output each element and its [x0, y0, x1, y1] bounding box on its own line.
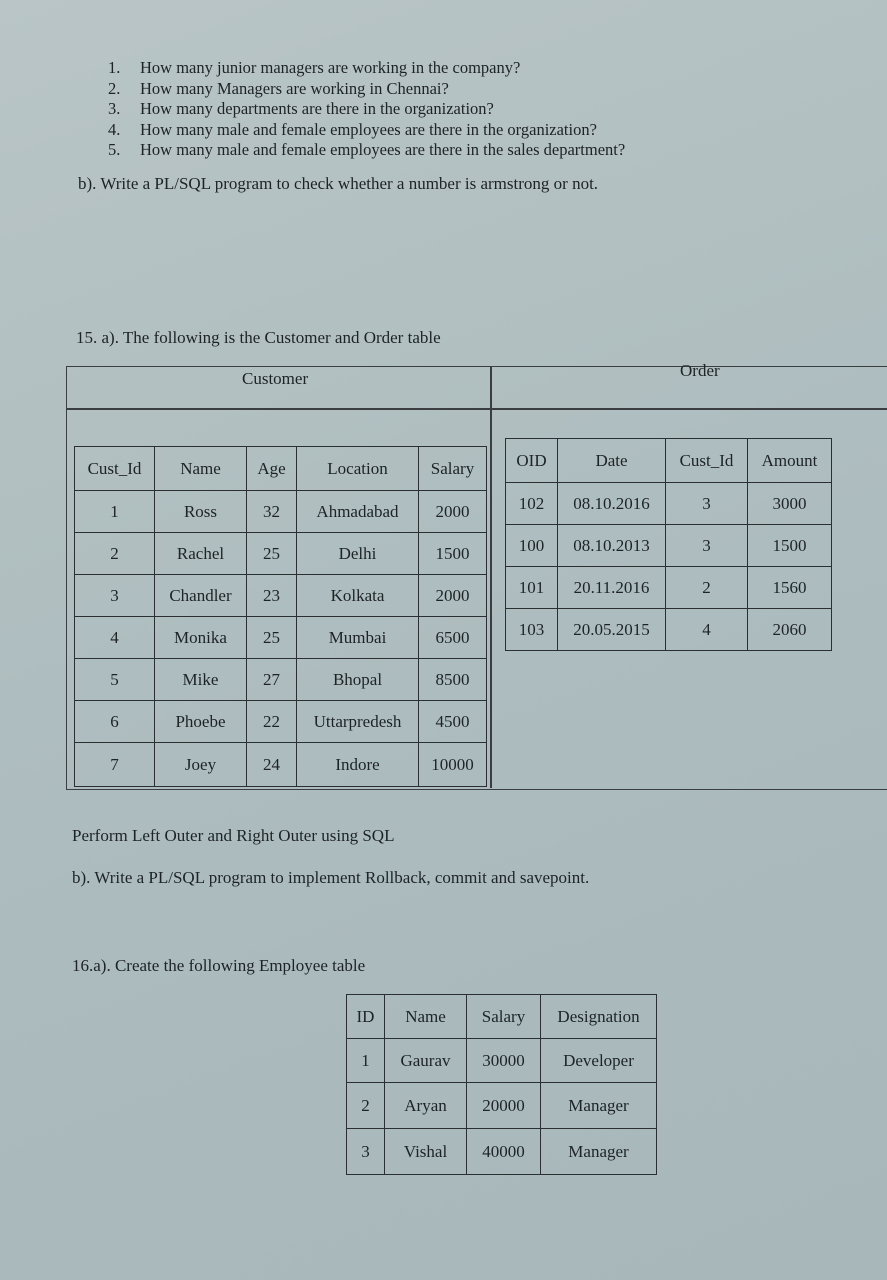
table-row — [75, 743, 487, 787]
table-cell: 6 — [75, 701, 155, 743]
table-cell: 1500 — [419, 533, 487, 575]
table-cell: 20000 — [467, 1083, 541, 1129]
table-cell: Manager — [541, 1129, 657, 1175]
question-16a: 16.a). Create the following Employee table — [72, 956, 366, 975]
column-header: Date — [558, 439, 666, 483]
table-cell: Monika — [155, 617, 247, 659]
table-cell: 22 — [247, 701, 297, 743]
table-cell: Indore — [297, 743, 419, 787]
column-header: Age — [247, 447, 297, 491]
table-cell: 23 — [247, 575, 297, 617]
question-15-instruction: Perform Left Outer and Right Outer using SQL — [72, 826, 395, 845]
table-cell: 25 — [247, 533, 297, 575]
question-14b: b). Write a PL/SQL program to check whether a number is armstrong or not. — [78, 174, 599, 193]
column-header: Name — [155, 447, 247, 491]
table-cell: Uttarpredesh — [297, 701, 419, 743]
table-cell: 8500 — [419, 659, 487, 701]
table-cell: 32 — [247, 491, 297, 533]
employee-table — [346, 994, 657, 1175]
table-row — [75, 659, 487, 701]
table-row — [506, 483, 832, 525]
question-15b: b). Write a PL/SQL program to implement Rollback, commit and savepoint. — [72, 868, 590, 887]
table-cell: 2 — [75, 533, 155, 575]
table-cell: 7 — [75, 743, 155, 787]
table-cell: 101 — [506, 567, 558, 609]
order-table — [505, 438, 832, 651]
column-header: Name — [385, 995, 467, 1039]
question-item: 4. How many male and female employees are there in the organization? — [108, 119, 597, 139]
customer-table-title: Customer — [242, 369, 309, 388]
frame-header-divider — [66, 408, 887, 410]
table-cell: Rachel — [155, 533, 247, 575]
table-row — [75, 491, 487, 533]
table-cell: 103 — [506, 609, 558, 651]
table-row — [75, 701, 487, 743]
table-cell: Joey — [155, 743, 247, 787]
table-cell: Gaurav — [385, 1039, 467, 1083]
table-row — [506, 609, 832, 651]
table-cell: 3 — [666, 525, 748, 567]
column-header: OID — [506, 439, 558, 483]
question-list — [108, 58, 625, 161]
column-header: Cust_Id — [75, 447, 155, 491]
table-cell: 08.10.2016 — [558, 483, 666, 525]
table-cell: 1 — [347, 1039, 385, 1083]
table-cell: 3 — [75, 575, 155, 617]
table-row — [506, 567, 832, 609]
question-item: 5. How many male and female employees are there in the sales department? — [108, 140, 626, 159]
table-cell: Developer — [541, 1039, 657, 1083]
table-row — [75, 575, 487, 617]
table-row — [506, 525, 832, 567]
table-header-row — [347, 995, 657, 1039]
column-header: ID — [347, 995, 385, 1039]
table-row — [75, 533, 487, 575]
table-cell: Aryan — [385, 1083, 467, 1129]
table-cell: 1560 — [748, 567, 832, 609]
table-header-row — [506, 439, 832, 483]
frame-column-divider — [490, 366, 492, 788]
table-cell: 27 — [247, 659, 297, 701]
table-cell: Chandler — [155, 575, 247, 617]
table-cell: 10000 — [419, 743, 487, 787]
table-cell: Mike — [155, 659, 247, 701]
question-item: 2. How many Managers are working in Chennai? — [108, 78, 449, 98]
table-cell: 5 — [75, 659, 155, 701]
column-header: Amount — [748, 439, 832, 483]
order-table-title: Order — [680, 361, 720, 380]
table-cell: 08.10.2013 — [558, 525, 666, 567]
customer-table — [74, 446, 487, 787]
table-row — [347, 1039, 657, 1083]
table-header-row — [75, 447, 487, 491]
column-header: Location — [297, 447, 419, 491]
table-cell: 2 — [347, 1083, 385, 1129]
column-header: Cust_Id — [666, 439, 748, 483]
table-cell: 3 — [347, 1129, 385, 1175]
table-cell: 3 — [666, 483, 748, 525]
table-cell: 25 — [247, 617, 297, 659]
table-cell: 102 — [506, 483, 558, 525]
table-cell: Bhopal — [297, 659, 419, 701]
table-cell: 20.05.2015 — [558, 609, 666, 651]
table-cell: 4500 — [419, 701, 487, 743]
table-row — [75, 617, 487, 659]
table-cell: 6500 — [419, 617, 487, 659]
table-cell: Vishal — [385, 1129, 467, 1175]
table-cell: 4 — [666, 609, 748, 651]
table-cell: Manager — [541, 1083, 657, 1129]
table-cell: 2 — [666, 567, 748, 609]
question-15a: 15. a). The following is the Customer and Order table — [76, 328, 441, 347]
table-cell: 3000 — [748, 483, 832, 525]
column-header: Salary — [419, 447, 487, 491]
table-cell: Mumbai — [297, 617, 419, 659]
table-cell: Delhi — [297, 533, 419, 575]
table-cell: 30000 — [467, 1039, 541, 1083]
table-cell: 2000 — [419, 575, 487, 617]
table-row — [347, 1083, 657, 1129]
table-cell: Ross — [155, 491, 247, 533]
table-cell: Ahmadabad — [297, 491, 419, 533]
table-cell: Phoebe — [155, 701, 247, 743]
table-cell: Kolkata — [297, 575, 419, 617]
table-cell: 2060 — [748, 609, 832, 651]
table-cell: 100 — [506, 525, 558, 567]
table-cell: 4 — [75, 617, 155, 659]
table-cell: 2000 — [419, 491, 487, 533]
question-item: 3. How many departments are there in the organization? — [108, 99, 494, 118]
table-cell: 40000 — [467, 1129, 541, 1175]
table-cell: 20.11.2016 — [558, 567, 666, 609]
column-header: Salary — [467, 995, 541, 1039]
question-item: 1. How many junior managers are working in the company? — [108, 58, 521, 77]
table-cell: 1500 — [748, 525, 832, 567]
table-row — [347, 1129, 657, 1175]
table-cell: 24 — [247, 743, 297, 787]
table-cell: 1 — [75, 491, 155, 533]
column-header: Designation — [541, 995, 657, 1039]
